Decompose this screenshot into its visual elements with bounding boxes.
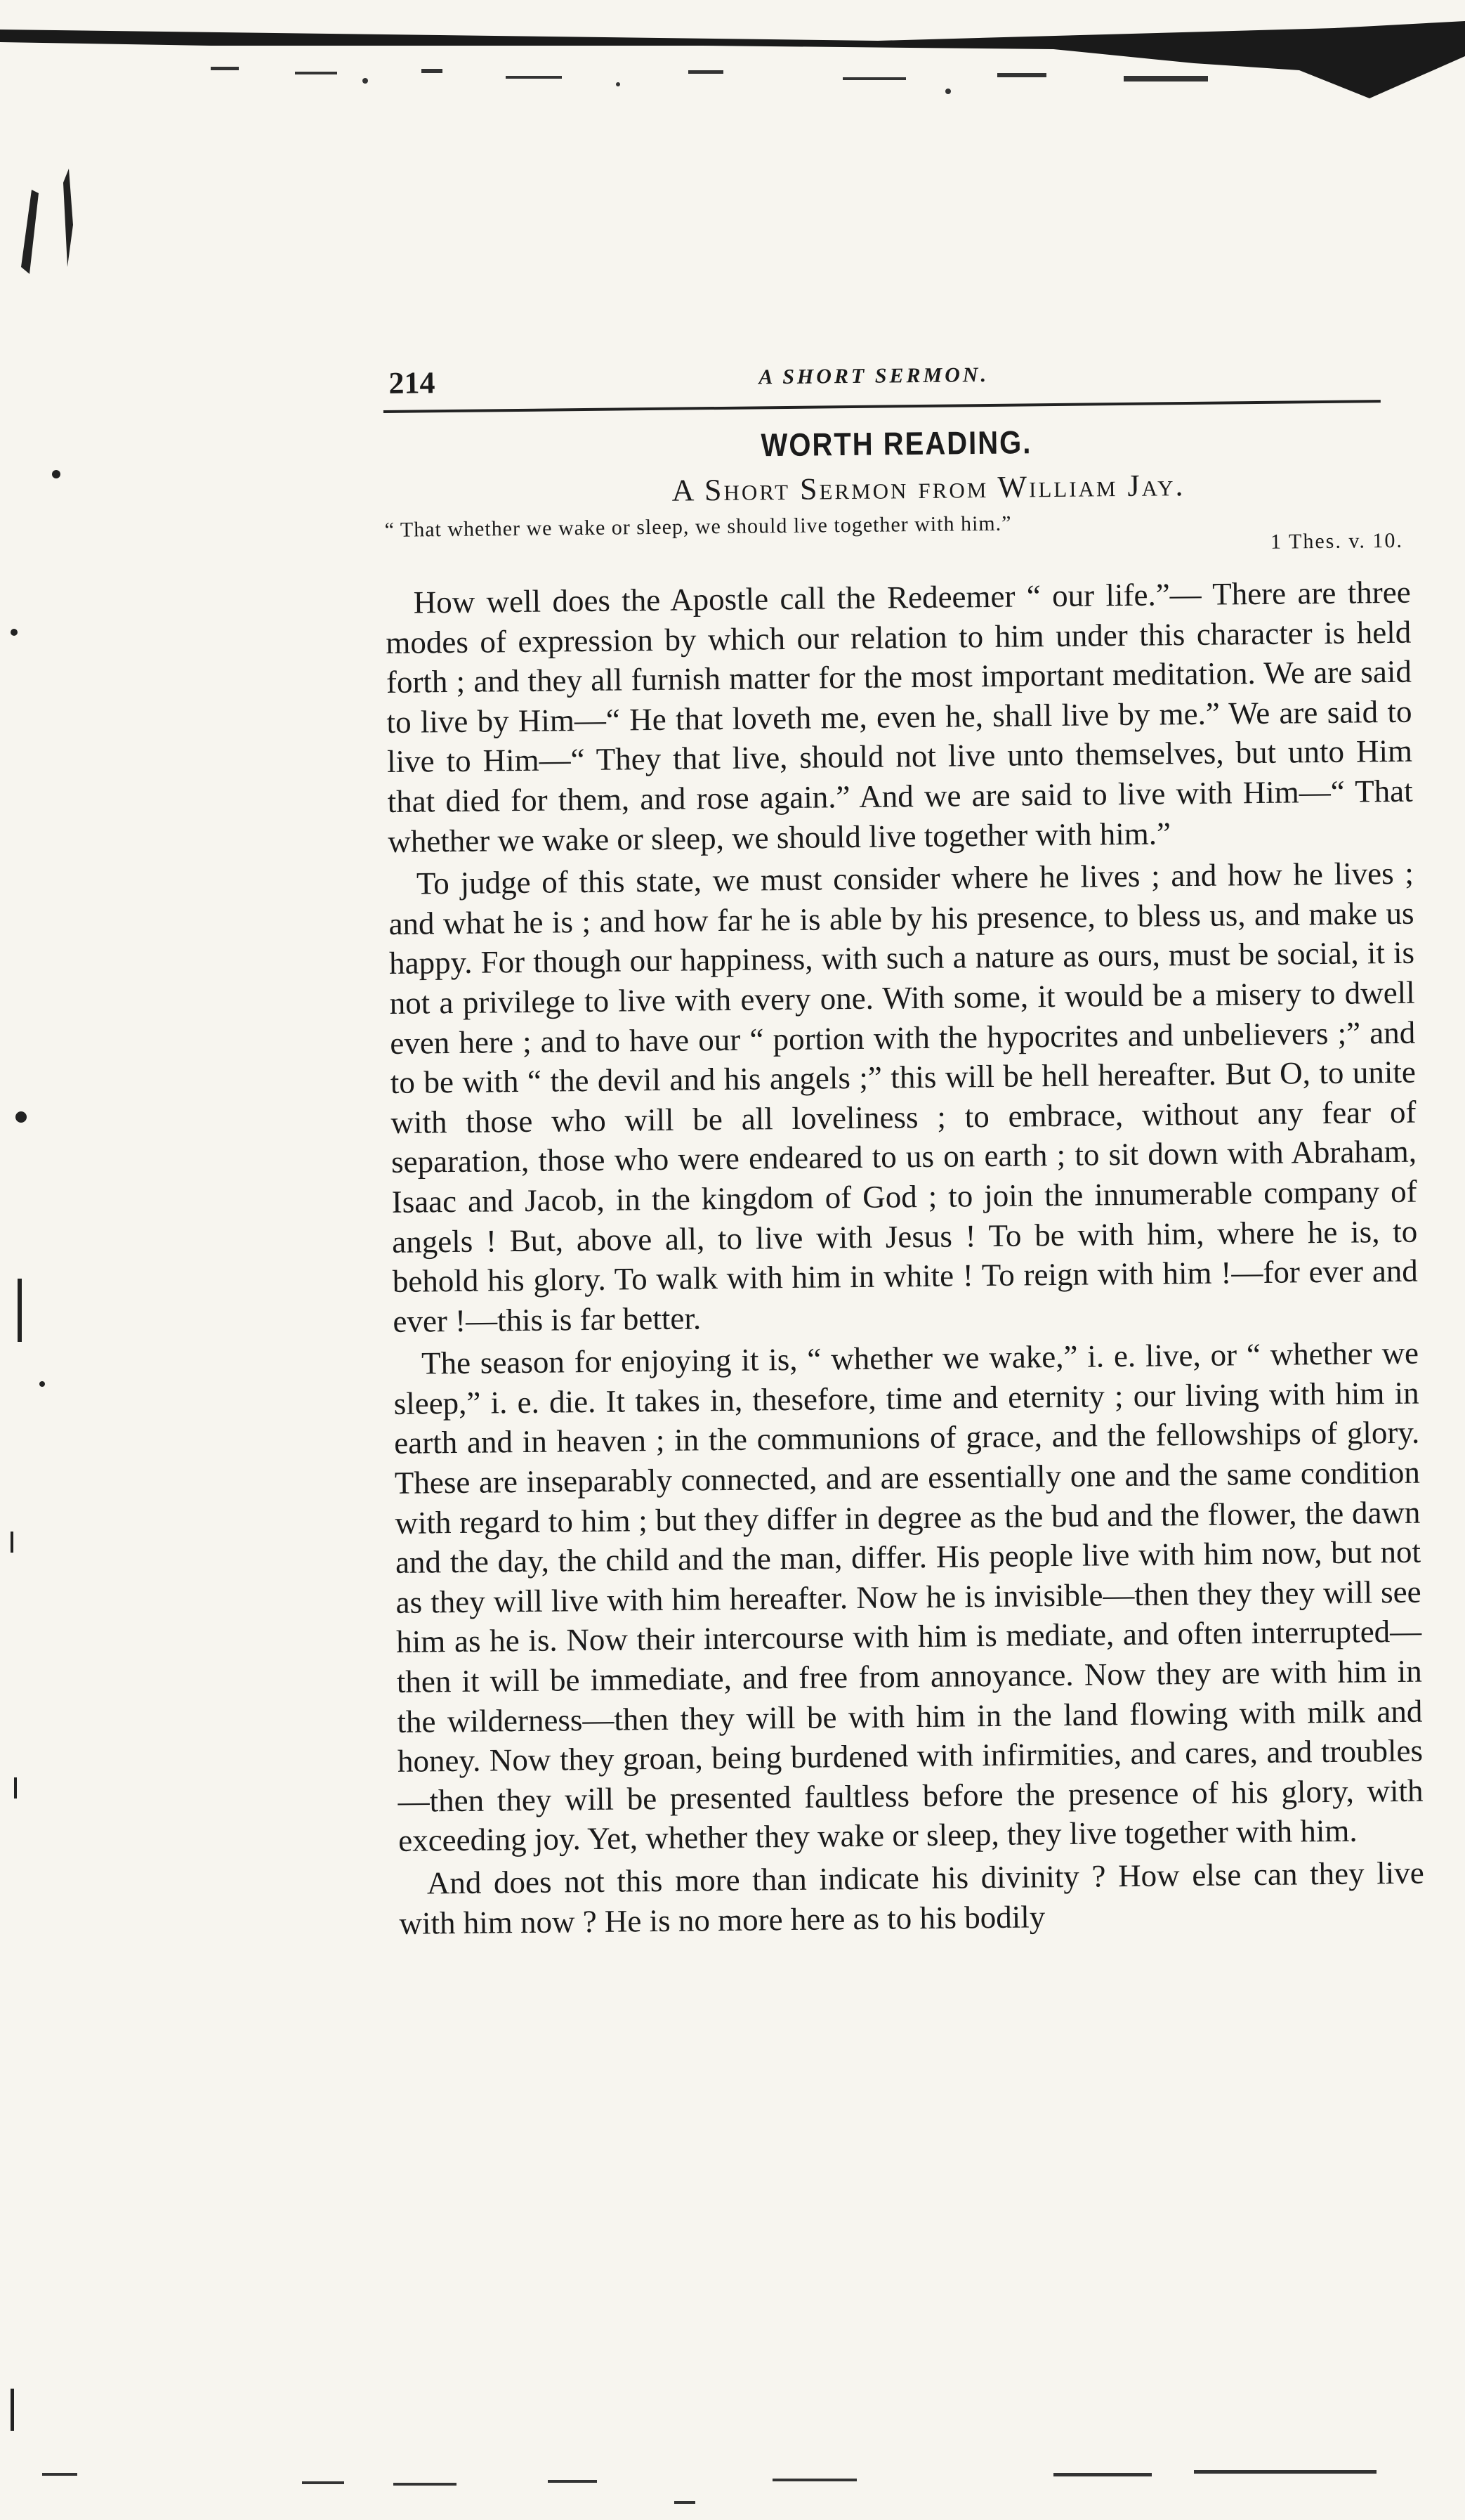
sermon-body bbox=[385, 573, 1424, 1943]
paragraph: And does not this more than indicate his divinity ? How else can they live with him now ? He is no more here as to his bodily bbox=[399, 1855, 1425, 1941]
book-page bbox=[383, 341, 1425, 1943]
scan-bottom-edge-artifact bbox=[0, 2452, 1465, 2520]
page-header bbox=[383, 341, 1409, 407]
scan-left-edge-artifact bbox=[0, 126, 140, 2445]
paragraph: The season for enjoying it is, “ whether we wake,” i. e. live, or “ whether we sleep,” i. e. die. It takes in, thesefore, time and eternity ; our living with him in earth and in heaven ; in the communions of grace, and the fellowships of glory. These are inseparably connected, and are essentially one and the same condition with regard to him ; but they differ in degree as the bud and the flower, the dawn and the day, the child and the man, differ. His people live with him now, but not as they will live with him hereafter. Now he is invisible—then they they will see him as he is. Now their intercourse with him is mediate, and often interrupted—then it will be immediate, and free from annoyance. Now they are with him in the wilderness—then they will be with him in the land flowing with milk and honey. Now they groan, being burdened with infirmities, and cares, and troubles—then they will be presented faultless before the presence of his glory, with exceeding joy. Yet, whether they wake or sleep, they live together with him. bbox=[393, 1335, 1424, 1859]
epigraph-reference: 1 Thes. v. 10. bbox=[1270, 528, 1404, 554]
article-subtitle: A Short Sermon from William Jay. bbox=[671, 468, 1185, 508]
epigraph: “ That whether we wake or sleep, we should live together with him.” bbox=[384, 511, 1012, 542]
running-head: A SHORT SERMON. bbox=[758, 363, 990, 389]
page-number: 214 bbox=[388, 365, 435, 400]
scan-top-edge-artifact bbox=[0, 14, 1465, 119]
article-title: WORTH READING. bbox=[761, 424, 1032, 464]
paragraph: How well does the Apostle call the Redeemer “ our life.”— There are three modes of expression by which our relation to him under this character is held forth ; and they all furnish matter for the most important meditation. We are said to live by Him—“ He that loveth me, even he, shall live by me.” We are said to live to Him—“ They that live, should not live unto themselves, but unto Him that died for them, and rose again.” And we are said to live with Him—“ That whether we wake or sleep, we should live together with him.” bbox=[386, 574, 1413, 859]
paragraph: To judge of this state, we must consider where he lives ; and how he lives ; and what he is ; and how far he is able by his presence, to bless us, and make us happy. For though our happiness, with such a nature as ours, must be social, it is not a privilege to live with every one. With some, it would be a misery to dwell even here ; and to have our “ portion with the hypocrites and unbelievers ;” and to be with “ the devil and his angels ;” this will be hell hereafter. But O, to unite with those who will be all loveliness ; to embrace, without any fear of separation, those who were endeared to us on earth ; to sit down with Abraham, Isaac and Jacob, in the kingdom of God ; to join the innumerable company of angels ! But, above all, to live with Jesus ! To be with him, where he is, to behold his glory. To walk with him in white ! To reign with him !—for ever and ever !—this is far better. bbox=[388, 855, 1419, 1339]
